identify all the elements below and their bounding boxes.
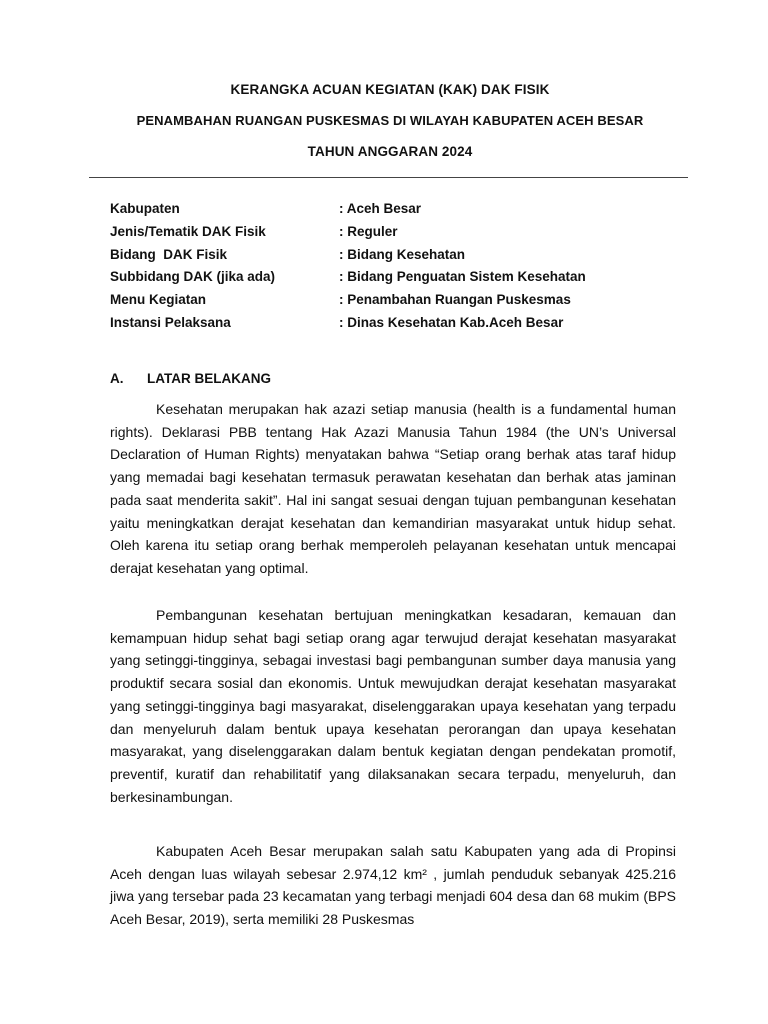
- paragraph-2: [110, 604, 676, 808]
- paragraph-1: [110, 398, 676, 580]
- meta-row-kabupaten: [110, 199, 690, 222]
- meta-row-bidang: [110, 245, 690, 268]
- meta-label: Jenis/Tematik DAK Fisik: [110, 223, 266, 239]
- meta-value: : Aceh Besar: [339, 201, 422, 216]
- meta-label: Instansi Pelaksana: [110, 314, 231, 330]
- meta-value: : Bidang Penguatan Sistem Kesehatan: [339, 269, 586, 285]
- meta-value: : Reguler: [339, 223, 398, 239]
- section-heading: [110, 371, 271, 386]
- meta-label: Menu Kegiatan: [110, 292, 207, 308]
- document-year: TAHUN ANGGARAN 2024: [307, 144, 473, 159]
- meta-label: Bidang DAK Fisik: [110, 246, 228, 262]
- meta-label: Subbidang DAK (jika ada): [110, 269, 276, 285]
- meta-row-instansi: [110, 313, 690, 336]
- meta-value: : Dinas Kesehatan Kab.Aceh Besar: [339, 314, 564, 330]
- header-divider: [89, 177, 688, 178]
- paragraph-text: Pembangunan kesehatan bertujuan meningkatkan kesadaran, kemauan dan kemampuan hidup sehat bagi setiap orang agar terwujud derajat kesehatan masyarakat yang setinggi-tingginya, sebagai investasi bagi pembangunan sumber daya manusia yang produktif secara sosial dan ekonomis. Untuk mewujudkan derajat kesehatan masyarakat yang setinggi-tingginya bagi masyarakat, diselenggarakan upaya kesehatan yang terpadu dan menyeluruh dalam bentuk upaya kesehatan perorangan dan upaya kesehatan masyarakat, yang diselenggarakan dalam bentuk kegiatan dengan pendekatan promotif, preventif, kuratif dan rehabilitatif yang dilaksanakan secara terpadu, menyeluruh, dan berkesinambungan.: [110, 607, 676, 805]
- document-title: KERANGKA ACUAN KEGIATAN (KAK) DAK FISIK: [230, 82, 550, 97]
- paragraph-text: Kabupaten Aceh Besar merupakan salah satu Kabupaten yang ada di Propinsi Aceh dengan luas wilayah sebesar 2.974,12 km² , jumlah penduduk sebanyak 425.216 jiwa yang tersebar pada 23 kecamatan yang terbagi menjadi 604 desa dan 68 mukim (BPS Aceh Besar, 2019), serta memiliki 28 Puskesmas: [110, 843, 676, 928]
- meta-value: : Bidang Kesehatan: [339, 246, 466, 262]
- section-number: A.: [110, 371, 124, 386]
- meta-row-menu: [110, 290, 690, 313]
- section-title: LATAR BELAKANG: [147, 371, 271, 386]
- document-subtitle: PENAMBAHAN RUANGAN PUSKESMAS DI WILAYAH KABUPATEN ACEH BESAR: [136, 113, 644, 128]
- meta-label: Kabupaten: [110, 201, 180, 216]
- meta-value: : Penambahan Ruangan Puskesmas: [339, 292, 571, 308]
- metadata-table: [110, 199, 690, 336]
- meta-row-subbidang: [110, 267, 690, 290]
- meta-row-jenis: [110, 222, 690, 245]
- paragraph-3: [110, 840, 676, 931]
- paragraph-text: Kesehatan merupakan hak azazi setiap manusia (health is a fundamental human rights). Deklarasi PBB tentang Hak Azazi Manusia Tahun 1984 (the UN’s Universal Declaration of Human Rights) menyatakan bahwa “Setiap orang berhak atas taraf hidup yang memadai bagi kesehatan termasuk perawatan kesehatan dan berhak atas jaminan pada saat menderita sakit”. Hal ini sangat sesuai dengan tujuan pembangunan kesehatan yaitu meningkatkan derajat kesehatan dan kemandirian masyarakat untuk hidup sehat. Oleh karena itu setiap orang berhak memperoleh pelayanan kesehatan untuk mencapai derajat kesehatan yang optimal.: [110, 401, 676, 576]
